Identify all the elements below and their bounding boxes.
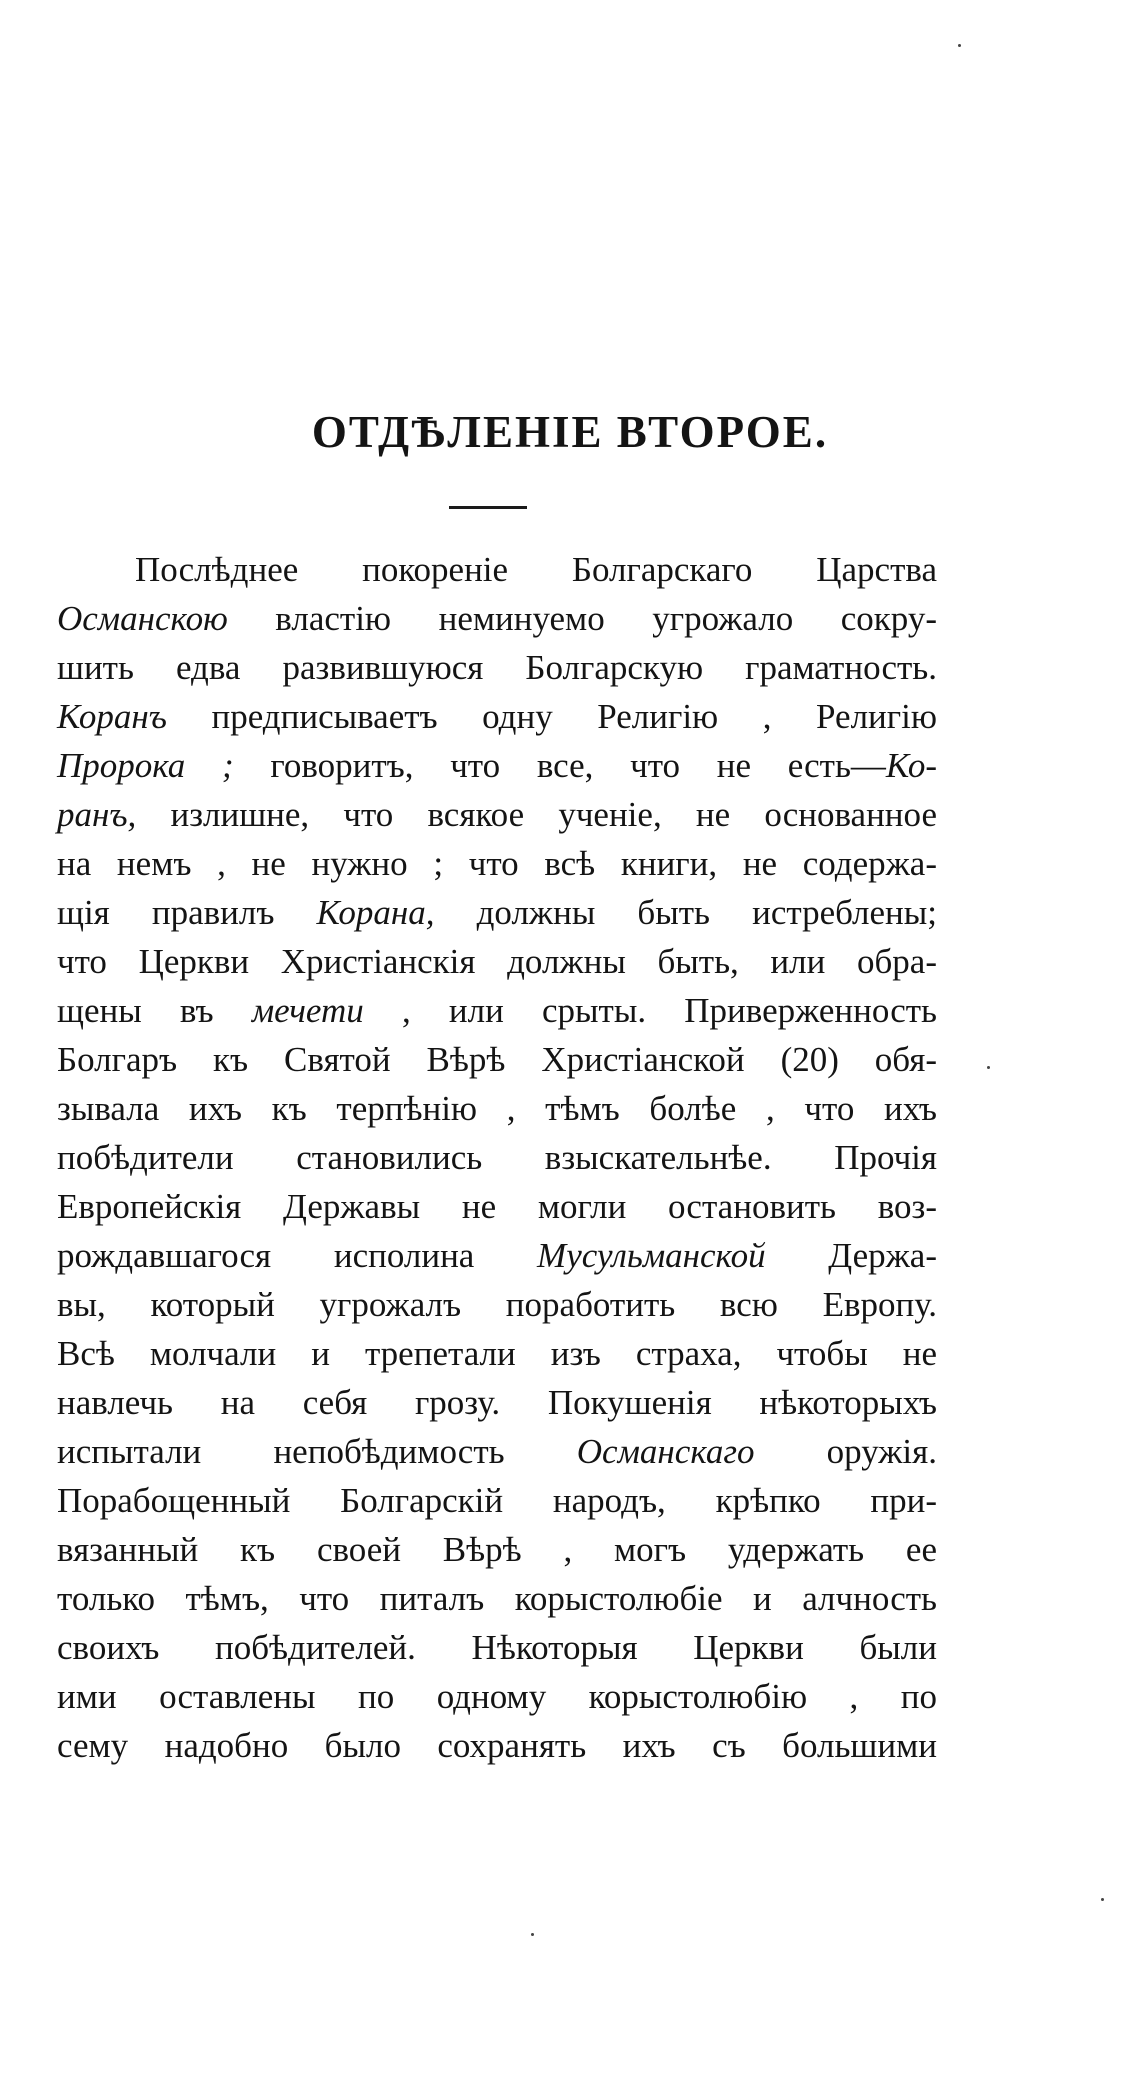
italic-phrase: мечети <box>251 991 364 1030</box>
text-line <box>57 1476 937 1525</box>
print-speck <box>958 44 961 47</box>
text-line <box>57 1329 937 1378</box>
text-line <box>57 839 937 888</box>
text-line <box>57 1672 937 1721</box>
text-run: Порабощенный Болгарскій народъ, крѣпко при- <box>57 1481 937 1520</box>
text-line <box>57 1035 937 1084</box>
text-line <box>57 1721 937 1770</box>
text-run: на немъ , не нужно ; что всѣ книги, не содержа- <box>57 844 937 883</box>
text-line <box>57 790 937 839</box>
text-run: своихъ побѣдителей. Нѣкоторыя Церкви были <box>57 1628 937 1667</box>
italic-phrase: ранъ, <box>57 795 137 834</box>
italic-phrase: Корана, <box>316 893 435 932</box>
text-run: щія правилъ <box>57 893 317 932</box>
italic-phrase: Ко- <box>885 746 937 785</box>
heading-rule <box>449 506 527 509</box>
text-line <box>57 1378 937 1427</box>
section-heading: ОТДѢЛЕНІЕ ВТОРОЕ. <box>311 407 829 457</box>
italic-phrase: Пророка ; <box>57 746 234 785</box>
text-run: вы, который угрожалъ поработить всю Европу. <box>57 1285 937 1324</box>
text-line <box>57 1623 937 1672</box>
text-line <box>57 1231 937 1280</box>
print-speck <box>987 1066 990 1069</box>
text-run: Всѣ молчали и трепетали изъ страха, чтобы не <box>57 1334 937 1373</box>
text-run: навлечь на себя грозу. Покушенія нѣкоторыхъ <box>57 1383 937 1422</box>
text-run: рождавшагося исполина <box>57 1236 538 1275</box>
text-run: вязанный къ своей Вѣрѣ , могъ удержать ее <box>57 1530 937 1569</box>
text-run: сему надобно было сохранять ихъ съ большими <box>57 1726 937 1765</box>
text-run: Держа- <box>765 1236 937 1275</box>
text-run: щены въ <box>57 991 252 1030</box>
text-line <box>57 741 937 790</box>
body-text <box>57 545 937 1770</box>
text-line <box>57 1427 937 1476</box>
text-run: что Церкви Христіанскія должны быть, или обра- <box>57 942 937 981</box>
text-run: оружія. <box>754 1432 937 1471</box>
text-line <box>57 545 937 594</box>
text-line <box>57 888 937 937</box>
text-run: Болгаръ къ Святой Вѣрѣ Христіанской (20) обя- <box>57 1040 937 1079</box>
italic-phrase: Османскаго <box>576 1432 755 1471</box>
text-line <box>57 1574 937 1623</box>
text-run: зывала ихъ къ терпѣнію , тѣмъ болѣе , что ихъ <box>57 1089 937 1128</box>
text-run: ими оставлены по одному корыстолюбію , по <box>57 1677 937 1716</box>
italic-phrase: Османскою <box>57 599 228 638</box>
text-line <box>57 937 937 986</box>
text-line <box>57 692 937 741</box>
text-line <box>57 594 937 643</box>
text-run: побѣдители становились взыскательнѣе. Прочія <box>57 1138 937 1177</box>
italic-phrase: Мусульманской <box>537 1236 766 1275</box>
text-run: шить едва развившуюся Болгарскую граматность. <box>57 648 937 687</box>
text-line <box>57 1182 937 1231</box>
text-line <box>57 1280 937 1329</box>
text-line <box>57 1525 937 1574</box>
text-run: властію неминуемо угрожало сокру- <box>227 599 937 638</box>
text-run: , или срыты. Приверженность <box>363 991 938 1030</box>
text-run: только тѣмъ, что питалъ корыстолюбіе и алчность <box>57 1579 937 1618</box>
text-run: говоритъ, что все, что не есть— <box>233 746 886 785</box>
text-line <box>57 1084 937 1133</box>
print-speck <box>531 1933 534 1936</box>
text-line <box>57 643 937 692</box>
text-line <box>57 1133 937 1182</box>
print-speck <box>1101 1898 1104 1901</box>
text-run: предписываетъ одну Религію , Религію <box>166 697 937 736</box>
text-run: Послѣднее покореніе Болгарскаго Царства <box>135 550 937 589</box>
text-run: испытали непобѣдимость <box>57 1432 577 1471</box>
text-run: Европейскія Державы не могли остановить воз- <box>57 1187 937 1226</box>
italic-phrase: Коранъ <box>57 697 167 736</box>
text-run: излишне, что всякое ученіе, не основанное <box>136 795 937 834</box>
text-line <box>57 986 937 1035</box>
text-run: должны быть истреблены; <box>434 893 938 932</box>
